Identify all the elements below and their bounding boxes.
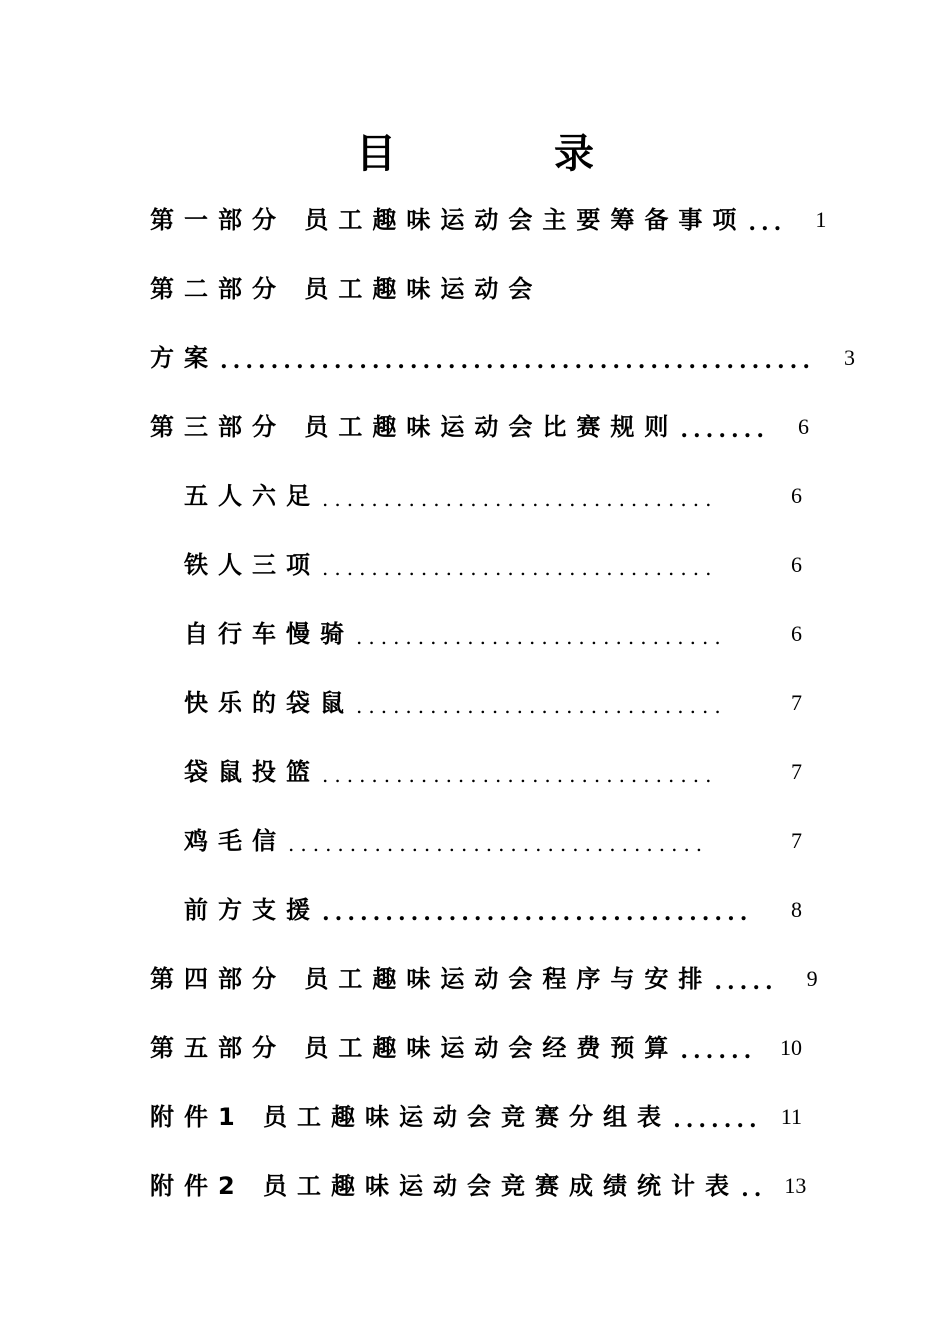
toc-page-number: 6 [797,414,809,439]
toc-subentry[interactable] [184,683,802,723]
toc-leader-dots: ................................ [322,556,718,580]
toc-subentry[interactable] [184,614,802,654]
toc-entry-part-3[interactable] [150,407,809,447]
toc-entry-label: 第一部分 员工趣味运动会主要筹备事项 [150,206,747,234]
toc-page-number: 1 [815,207,827,232]
toc-entry-label: 附件2 员工趣味运动会竞赛成绩统计表 [150,1172,740,1200]
toc-entry-label: 第三部分 员工趣味运动会比赛规则 [150,413,679,441]
toc-entry-label: 第二部分 员工趣味运动会 [150,275,543,303]
toc-entry-appendix-1[interactable] [150,1097,802,1137]
toc-entry-label: 方案 [150,344,218,372]
toc-leader-dots: .............................. [356,694,727,718]
toc-leader-dots: ............................................... [220,348,815,374]
toc-page-number: 7 [791,690,802,715]
toc-entry-label: 第四部分 员工趣味运动会程序与安排 [150,965,713,993]
toc-leader-dots: ... [748,210,787,236]
toc-leader-dots: ....... [680,417,769,443]
toc-leader-dots: ................................ [322,487,718,511]
toc-leader-dots: ...... [680,1038,757,1064]
toc-entry-part-2-cont[interactable] [150,338,855,378]
toc-entry-part-4[interactable] [150,959,818,999]
toc-subentry[interactable] [184,821,802,861]
toc-page-number: 13 [784,1173,807,1198]
toc-entry-label: 附件1 员工趣味运动会竞赛分组表 [150,1103,672,1131]
toc-page-number: 6 [791,483,802,508]
toc-leader-dots: .................................. [288,832,709,856]
toc-leader-dots: ....... [673,1107,762,1133]
toc-entry-part-5[interactable] [150,1028,802,1068]
toc-entry-label: 自行车慢骑 [184,620,354,648]
toc-entry-label: 五人六足 [184,482,320,510]
toc-entry-appendix-2[interactable] [150,1166,807,1206]
toc-leader-dots: ..... [714,969,778,995]
toc-subentry[interactable] [184,476,802,516]
toc-subentry[interactable] [184,890,802,930]
toc-leader-dots: .. [741,1176,767,1202]
toc-page-number: 8 [791,897,802,922]
toc-page-number: 11 [780,1104,802,1129]
toc-entry-label: 第五部分 员工趣味运动会经费预算 [150,1034,679,1062]
toc-page-number: 6 [791,621,802,646]
toc-leader-dots: .................................. [322,900,753,926]
toc-entry-label: 鸡毛信 [184,827,286,855]
toc-page-number: 10 [780,1035,802,1060]
toc-page-number: 6 [791,552,802,577]
toc-entry-label: 快乐的袋鼠 [184,689,354,717]
toc-page-number: 7 [791,828,802,853]
toc-subentry[interactable] [184,752,802,792]
toc-entry-part-1[interactable] [150,200,827,240]
toc-page-number: 3 [843,345,855,370]
toc-entry-label: 袋鼠投篮 [184,758,320,786]
toc-page-number: 9 [806,966,818,991]
toc-leader-dots: ................................ [322,763,718,787]
toc-entry-label: 铁人三项 [184,551,320,579]
toc-leader-dots: .............................. [356,625,727,649]
toc-entry-part-2[interactable] [150,269,802,309]
toc-page-number: 7 [791,759,802,784]
toc-subentry[interactable] [184,545,802,585]
toc-entry-label: 前方支援 [184,896,320,924]
document-title: 目 录 [356,131,666,177]
